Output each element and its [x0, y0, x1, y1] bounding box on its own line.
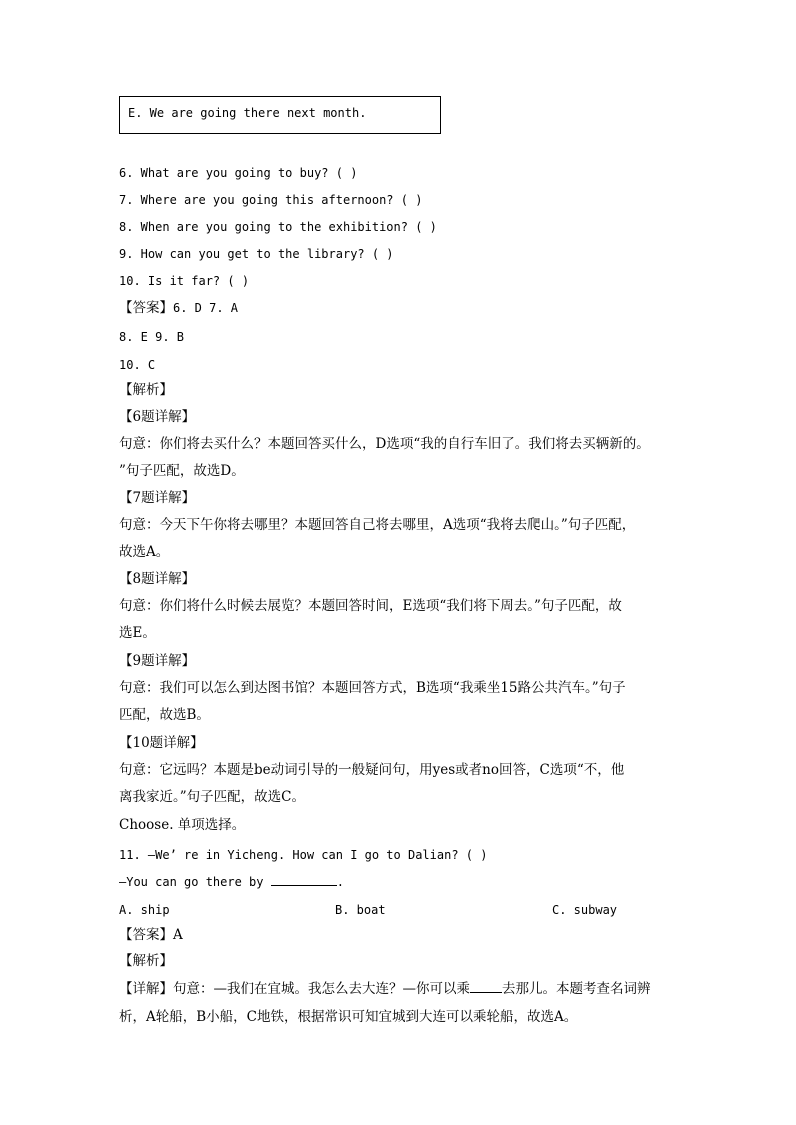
detail-10-line-2: 离我家近。”句子匹配，故选C。 — [119, 789, 305, 805]
detail-6-line-1: 句意：你们将去买什么？本题回答买什么，D选项“我的自行车旧了。我们将去买辆新的。 — [119, 436, 650, 452]
detail-10-line-1: 句意：它远吗？本题是be动词引导的一般疑问句，用yes或者no回答，C选项“不，他 — [119, 762, 625, 778]
detail-9-heading: 【9题详解】 — [119, 653, 196, 669]
detail-10-heading: 【10题详解】 — [119, 735, 204, 751]
question-11-stem: 11. —We’ re in Yicheng. How can I go to Dalian? ( ) — [119, 848, 488, 862]
q11-answer-label: 【答案】 — [119, 927, 173, 943]
option-c: C. subway — [552, 903, 618, 917]
question-7: 7. Where are you going this afternoon? ( ) — [119, 193, 423, 207]
answer-line-3: 10. C — [119, 358, 156, 372]
detail-7-heading: 【7题详解】 — [119, 490, 196, 506]
detail-8-heading: 【8题详解】 — [119, 571, 196, 587]
reply-prefix: —You can go there by — [119, 875, 271, 889]
option-b: B. boat — [335, 903, 386, 917]
detail-6-line-2: ”句子匹配，故选D。 — [119, 463, 245, 479]
detail-9-line-2: 匹配，故选B。 — [119, 707, 210, 723]
option-e-box — [119, 96, 441, 134]
question-9: 9. How can you get to the library? ( ) — [119, 247, 394, 261]
answer-line-1 — [119, 299, 238, 317]
q11-detail-text-b: 去那儿。本题考查名词辨 — [502, 981, 651, 997]
question-10: 10. Is it far? ( ) — [119, 274, 250, 288]
detail-8-line-2: 选E。 — [119, 625, 156, 641]
q11-detail-line-1 — [119, 980, 651, 998]
answer-values-1: 6. D 7. A — [173, 301, 239, 315]
q11-detail-label: 【详解】 — [119, 981, 173, 997]
q11-detail-line-2: 析，A轮船，B小船，C地铁，根据常识可知宜城到大连可以乘轮船，故选A。 — [119, 1009, 578, 1025]
answer-blank — [271, 874, 337, 886]
analysis-label: 【解析】 — [119, 382, 173, 398]
reply-suffix: . — [336, 875, 344, 889]
question-6: 6. What are you going to buy? ( ) — [119, 166, 358, 180]
answer-label: 【答案】 — [119, 300, 173, 316]
detail-8-line-1: 句意：你们将什么时候去展览？本题回答时间，E选项“我们将下周去。”句子匹配，故 — [119, 598, 622, 614]
option-e-text: E. We are going there next month. — [128, 106, 367, 120]
q11-detail-blank — [470, 980, 502, 993]
question-11-reply — [119, 873, 344, 891]
q11-answer-line — [119, 926, 183, 944]
answer-line-2: 8. E 9. B — [119, 330, 185, 344]
detail-7-line-1: 句意：今天下午你将去哪里？本题回答自己将去哪里，A选项“我将去爬山。”句子匹配， — [119, 517, 636, 533]
q11-analysis-label: 【解析】 — [119, 953, 173, 969]
choose-line — [119, 816, 245, 834]
detail-9-line-1: 句意：我们可以怎么到达图书馆？本题回答方式，B选项“我乘坐15路公共汽车。”句子 — [119, 680, 626, 696]
detail-6-heading: 【6题详解】 — [119, 409, 196, 425]
detail-7-line-2: 故选A。 — [119, 544, 170, 560]
q11-detail-text-a: 句意：—我们在宜城。我怎么去大连？—你可以乘 — [173, 981, 470, 997]
option-a: A. ship — [119, 903, 170, 917]
q11-answer-value: A — [173, 927, 183, 943]
question-8: 8. When are you going to the exhibition? ( ) — [119, 220, 437, 234]
choose-text: Choose. 单项选择。 — [119, 817, 246, 833]
